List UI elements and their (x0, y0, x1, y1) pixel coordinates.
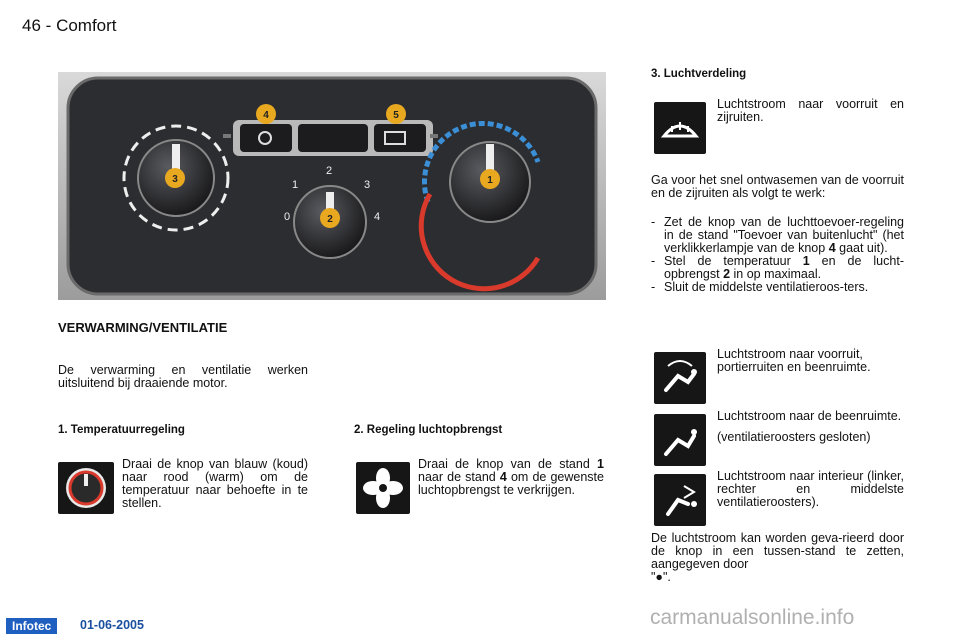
windscreen-feet-icon (654, 352, 706, 404)
face-vent-icon (654, 474, 706, 526)
temperature-text: Draai de knop van blauw (koud) naar rood (warm) om de temperatuur naar behoefte in te stellen. (122, 457, 308, 510)
feet-icon (654, 414, 706, 466)
section-title: Comfort (56, 16, 117, 35)
control-panel-photo (58, 72, 606, 300)
heading-airflow: 2. Regeling luchtopbrengst (354, 424, 503, 436)
scale-2: 2 (326, 165, 333, 177)
scale-1: 1 (292, 179, 299, 191)
distribution-item-windscreen: Luchtstroom naar voorruit en zijruiten. (717, 97, 904, 124)
step-3: - Sluit de middelste ventilatieroos-ters. (651, 280, 869, 294)
watermark: carmanualsonline.info (650, 606, 855, 629)
badge-2: 2 (327, 214, 333, 225)
header-separator: - (45, 16, 52, 35)
badge-3: 3 (172, 174, 178, 185)
distribution-item-face: Luchtstroom naar interieur (linker, rechter en middelste ventilatieroosters). (717, 469, 904, 509)
page-number: 46 (22, 16, 41, 35)
badge-5: 5 (393, 110, 399, 121)
badge-4: 4 (263, 110, 269, 121)
intro-text: De verwarming en ventilatie werken uitsluitend bij draaiende motor. (58, 363, 308, 390)
step-2: - Stel de temperatuur 1 en de lucht-opbrengst 2 in op maximaal. (651, 254, 904, 281)
step-1: - Zet de knop van de luchttoevoer-regeling in de stand "Toevoer van buitenlucht" (het verklikkerlampje van de knop 4 gaat uit). (651, 215, 904, 255)
temperature-knob-icon (58, 462, 114, 514)
distribution-item-feet: Luchtstroom naar de beenruimte. (ventilatieroosters gesloten) (717, 409, 902, 444)
heading-distribution: 3. Luchtverdeling (651, 68, 747, 80)
distribution-item-windscreen-feet: Luchtstroom naar voorruit, portierruiten en beenruimte. (717, 347, 871, 374)
scale-3: 3 (364, 179, 371, 191)
airflow-text: Draai de knop van de stand 1 naar de stand 4 om de gewenste luchtopbrengst te verkrijgen. (418, 457, 604, 497)
fan-icon (356, 462, 410, 514)
heading-temperature: 1. Temperatuurregeling (58, 424, 185, 436)
page-header (22, 16, 117, 36)
quick-defrost-steps (651, 216, 904, 294)
main-title: VERWARMING/VENTILATIE (58, 320, 228, 335)
badge-1: 1 (487, 175, 493, 186)
closing-text: De luchtstroom kan worden geva-rieerd door de knop in een tussen-stand te zetten, aangegeven door "●". (651, 531, 904, 584)
scale-0: 0 (284, 211, 291, 223)
windscreen-defrost-icon (654, 102, 706, 154)
infotec-logo: Infotec (6, 618, 57, 634)
scale-4: 4 (374, 211, 381, 223)
footer-date: 01-06-2005 (80, 618, 144, 632)
quick-defrost-intro: Ga voor het snel ontwasemen van de voorruit en de zijruiten als volgt te werk: (651, 173, 904, 200)
